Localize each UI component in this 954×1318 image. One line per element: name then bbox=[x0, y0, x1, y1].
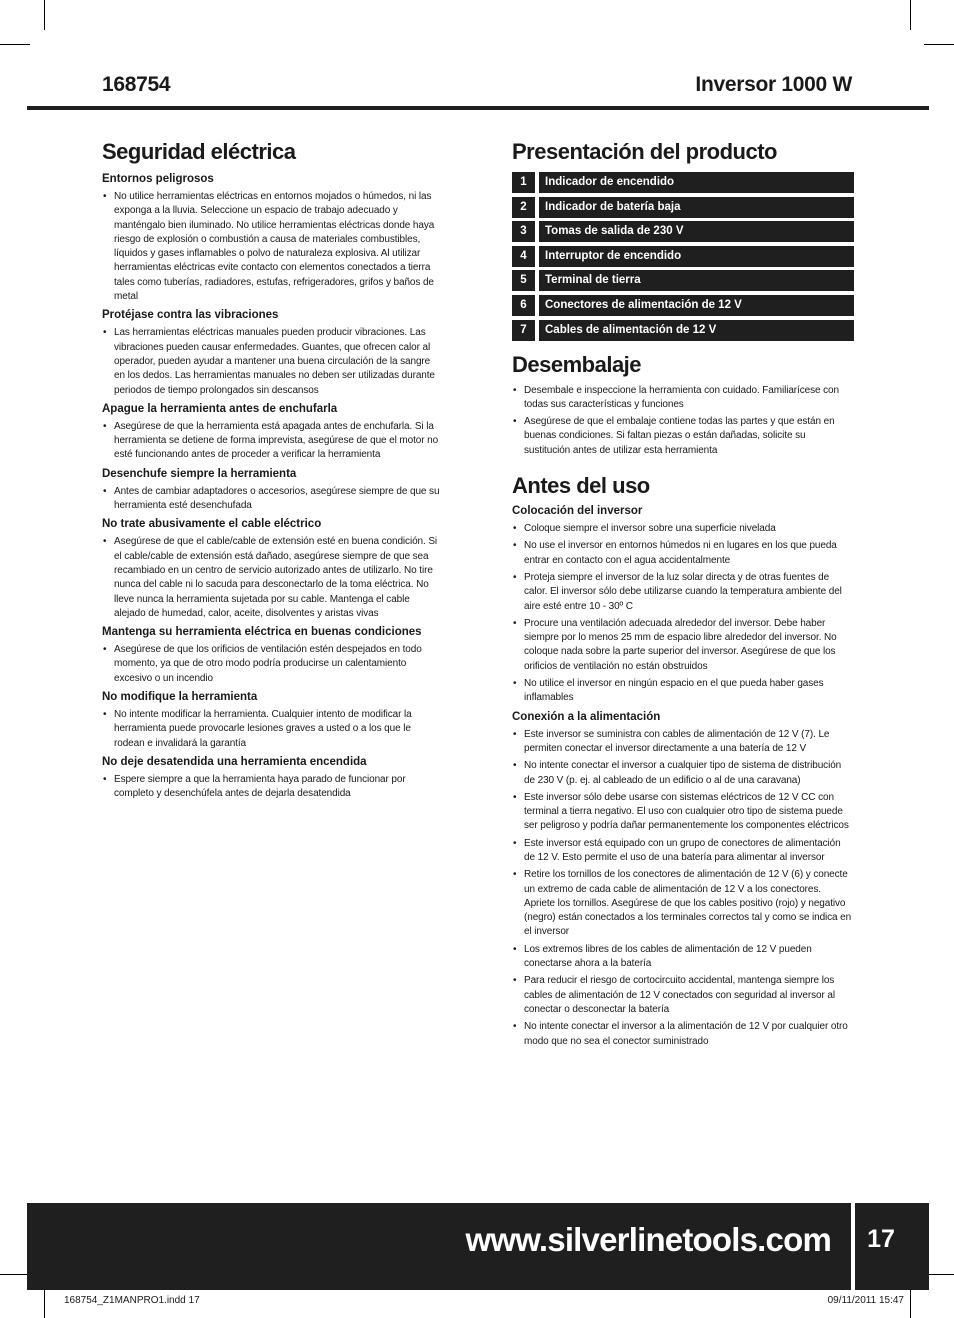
bullet-item: • No utilice el inversor en ningún espacio en el que pueda haber gases inflamables bbox=[512, 677, 854, 706]
product-part-row bbox=[512, 246, 854, 267]
part-number: 2 bbox=[512, 197, 535, 218]
product-code: 168754 bbox=[102, 73, 171, 96]
part-number: 6 bbox=[512, 295, 535, 316]
section-title-unpacking: Desembalaje bbox=[512, 351, 642, 377]
product-part-row bbox=[512, 270, 854, 291]
bullet-list bbox=[102, 485, 442, 514]
subsection-heading: Colocación del inversor bbox=[512, 505, 643, 518]
bullet-item: • Espere siempre a que la herramienta haya parado de funcionar por completo y desenchúfela antes de dejarla desatendida bbox=[102, 773, 442, 802]
bullet-item: • Para reducir el riesgo de cortocircuito accidental, mantenga siempre los cables de alimentación de 12 V conectados con seguridad al inversor al conectar o desconectar la batería bbox=[512, 974, 854, 1017]
product-parts-table bbox=[512, 172, 854, 341]
bullet-item: • No utilice herramientas eléctricas en entornos mojados o húmedos, ni las exponga a la lluvia. Seleccione un espacio de trabajo adecuado y manténgalo bien iluminado. No utilice herramientas eléctricas donde haya riesgo de explosión o combustión a causa de materiales combustibles, líquidos y gases inflamables o polvo de naturaleza explosiva. Al utilizar herramientas eléctricas evite contacto con elementos conectados a tierra tales como tuberías, radiadores, estufas, refrigeradores, grifos y baños de metal bbox=[102, 190, 442, 304]
subsection-heading: No deje desatendida una herramienta encendida bbox=[102, 755, 367, 768]
part-label: Terminal de tierra bbox=[539, 270, 854, 291]
bullet-list bbox=[102, 326, 442, 397]
bullet-item: • Procure una ventilación adecuada alrededor del inversor. Debe haber siempre por lo menos 25 mm de espacio libre alrededor del inversor. No coloque nada sobre la parte superior del inversor. Asegúrese de que los orificios de ventilación no están obstruidos bbox=[512, 617, 854, 674]
bullet-item: • No intente conectar el inversor a cualquier tipo de sistema de distribución de 230 V (p. ej. al cableado de un edificio o al de una caravana) bbox=[512, 759, 854, 788]
section-title-product: Presentación del producto bbox=[512, 139, 777, 164]
crop-mark bbox=[0, 44, 30, 45]
bullet-list bbox=[512, 728, 854, 1049]
bullet-list bbox=[102, 643, 442, 686]
subsection-heading: No trate abusivamente el cable eléctrico bbox=[102, 518, 322, 531]
crop-mark bbox=[44, 1288, 45, 1318]
subsection-heading: No modifique la herramienta bbox=[102, 691, 258, 704]
header-rule bbox=[27, 106, 929, 110]
bullet-list bbox=[102, 708, 442, 751]
section-title-before-use: Antes del uso bbox=[512, 473, 650, 499]
subsection-heading: Apague la herramienta antes de enchufarla bbox=[102, 402, 338, 415]
bullet-item: • No intente modificar la herramienta. Cualquier intento de modificar la herramienta puede provocarle lesiones graves a usted o a los que le rodean e invalidará la garantía bbox=[102, 708, 442, 751]
bullet-item: • Proteja siempre el inversor de la luz solar directa y de otras fuentes de calor. El inversor sólo debe utilizarse cuando la temperatura ambiente del aire esté entre 10 - 30º C bbox=[512, 571, 854, 614]
part-label: Conectores de alimentación de 12 V bbox=[539, 295, 854, 316]
subsection-heading: Conexión a la alimentación bbox=[512, 710, 661, 723]
bullet-item: • Las herramientas eléctricas manuales pueden producir vibraciones. Las vibraciones pueden causar enfermedades. Guantes, que ofrecen calor al operador, pueden ayudar a mantener una buena circulación de la sangre en los dedos. Las herramientas manuales no deben ser utilizadas durante periodos de tiempo prolongados sin descansos bbox=[102, 326, 442, 397]
bullet-item: • No use el inversor en entornos húmedos ni en lugares en los que pueda entrar en contacto con el agua accidentalmente bbox=[512, 539, 854, 568]
crop-mark bbox=[924, 44, 954, 45]
product-part-row bbox=[512, 295, 854, 316]
electrical-safety-column bbox=[102, 138, 442, 805]
bullet-item: • Este inversor se suministra con cables de alimentación de 12 V (7). Le permiten conectar el inversor directamente a una batería de 12 V bbox=[512, 728, 854, 757]
bullet-list bbox=[102, 190, 442, 304]
subsection-heading: Desenchufe siempre la herramienta bbox=[102, 467, 297, 480]
product-part-row bbox=[512, 320, 854, 341]
part-number: 3 bbox=[512, 221, 535, 242]
bullet-item: • Retire los tornillos de los conectores de alimentación de 12 V (6) y conecte un extremo de cada cable de alimentación de 12 V a los conectores. Apriete los tornillos. Asegúrese de que los cables positivo (rojo) y negativo (negro) están conectados a los terminales correctos tal y como se indica en el inversor bbox=[512, 868, 854, 939]
website-link[interactable]: www.silverlinetools.com bbox=[465, 1221, 831, 1258]
bullet-list bbox=[102, 420, 442, 463]
part-number: 1 bbox=[512, 172, 535, 193]
crop-mark bbox=[910, 0, 911, 30]
part-label: Indicador de batería baja bbox=[539, 197, 854, 218]
bullet-list bbox=[512, 522, 854, 706]
bullet-item: • Coloque siempre el inversor sobre una superficie nivelada bbox=[512, 522, 854, 536]
part-number: 7 bbox=[512, 320, 535, 341]
date-slug: 09/11/2011 15:47 bbox=[827, 1295, 904, 1306]
file-slug: 168754_Z1MANPRO1.indd 17 bbox=[64, 1295, 200, 1306]
part-label: Interruptor de encendido bbox=[539, 246, 854, 267]
part-number: 5 bbox=[512, 270, 535, 291]
subsection-heading: Protéjase contra las vibraciones bbox=[102, 309, 279, 322]
bullet-item: • Los extremos libres de los cables de alimentación de 12 V pueden conectarse ahora a la batería bbox=[512, 943, 854, 972]
bullet-list bbox=[102, 773, 442, 802]
subsection-heading: Mantenga su herramienta eléctrica en buenas condiciones bbox=[102, 626, 422, 639]
footer-bar bbox=[27, 1203, 851, 1290]
bullet-item: • Asegúrese de que la herramienta está apagada antes de enchufarla. Si la herramienta se detiene de forma imprevista, asegúrese de que el motor no esté funcionando antes de proceder a verificar la herramienta bbox=[102, 420, 442, 463]
bullet-list bbox=[102, 535, 442, 621]
bullet-item: • No intente conectar el inversor a la alimentación de 12 V por cualquier otro modo que no sea el conector suministrado bbox=[512, 1020, 854, 1049]
part-label: Tomas de salida de 230 V bbox=[539, 221, 854, 242]
crop-mark bbox=[0, 1274, 30, 1275]
before-use-sections bbox=[512, 504, 854, 1049]
part-label: Indicador de encendido bbox=[539, 172, 854, 193]
bullet-item: • Este inversor está equipado con un grupo de conectores de alimentación de 12 V. Esto permite el uso de una batería para alimentar al inversor bbox=[512, 837, 854, 866]
bullet-item: • Asegúrese de que los orificios de ventilación estén despejados en todo momento, ya que de otro modo podría producirse un calentamiento excesivo o un incendio bbox=[102, 643, 442, 686]
product-column bbox=[512, 138, 854, 1052]
product-title: Inversor 1000 W bbox=[695, 73, 852, 96]
page-number: 17 bbox=[855, 1203, 929, 1290]
product-part-row bbox=[512, 221, 854, 242]
bullet-item: • Asegúrese de que el cable/cable de extensión esté en buena condición. Si el cable/cable de extensión está dañado, asegúrese siempre de que sea recambiado en un centro de servicio autorizado antes de utilizarlo. No tire nunca del cable ni lo sacuda para desconectarlo de la toma eléctrica. No lleve nunca la herramienta sujetada por su cable. Mantenga el cable alejado de humedad, calor, aceite, disolventes y aristas vivas bbox=[102, 535, 442, 621]
product-part-row bbox=[512, 197, 854, 218]
bullet-item: • Este inversor sólo debe usarse con sistemas eléctricos de 12 V CC con terminal a tierra negativo. El uso con cualquier otro tipo de sistema puede ser peligroso y podría dañar permanentemente los componentes eléctricos bbox=[512, 791, 854, 834]
bullet-item: • Asegúrese de que el embalaje contiene todas las partes y que están en buenas condiciones. Si faltan piezas o están dañadas, solicite su sustitución antes de utilizar esta herramienta bbox=[512, 415, 854, 458]
part-number: 4 bbox=[512, 246, 535, 267]
bullet-item: • Desembale e inspeccione la herramienta con cuidado. Familiarícese con todas sus características y funciones bbox=[512, 384, 854, 413]
bullet-item: • Antes de cambiar adaptadores o accesorios, asegúrese siempre de que su herramienta esté desenchufada bbox=[102, 485, 442, 514]
crop-mark bbox=[44, 0, 45, 30]
part-label: Cables de alimentación de 12 V bbox=[539, 320, 854, 341]
subsection-heading: Entornos peligrosos bbox=[102, 173, 214, 185]
crop-mark bbox=[910, 1288, 911, 1318]
unpacking-list bbox=[512, 384, 854, 458]
product-part-row bbox=[512, 172, 854, 193]
section-title-electrical-safety: Seguridad eléctrica bbox=[102, 139, 296, 164]
safety-sections bbox=[102, 172, 442, 802]
